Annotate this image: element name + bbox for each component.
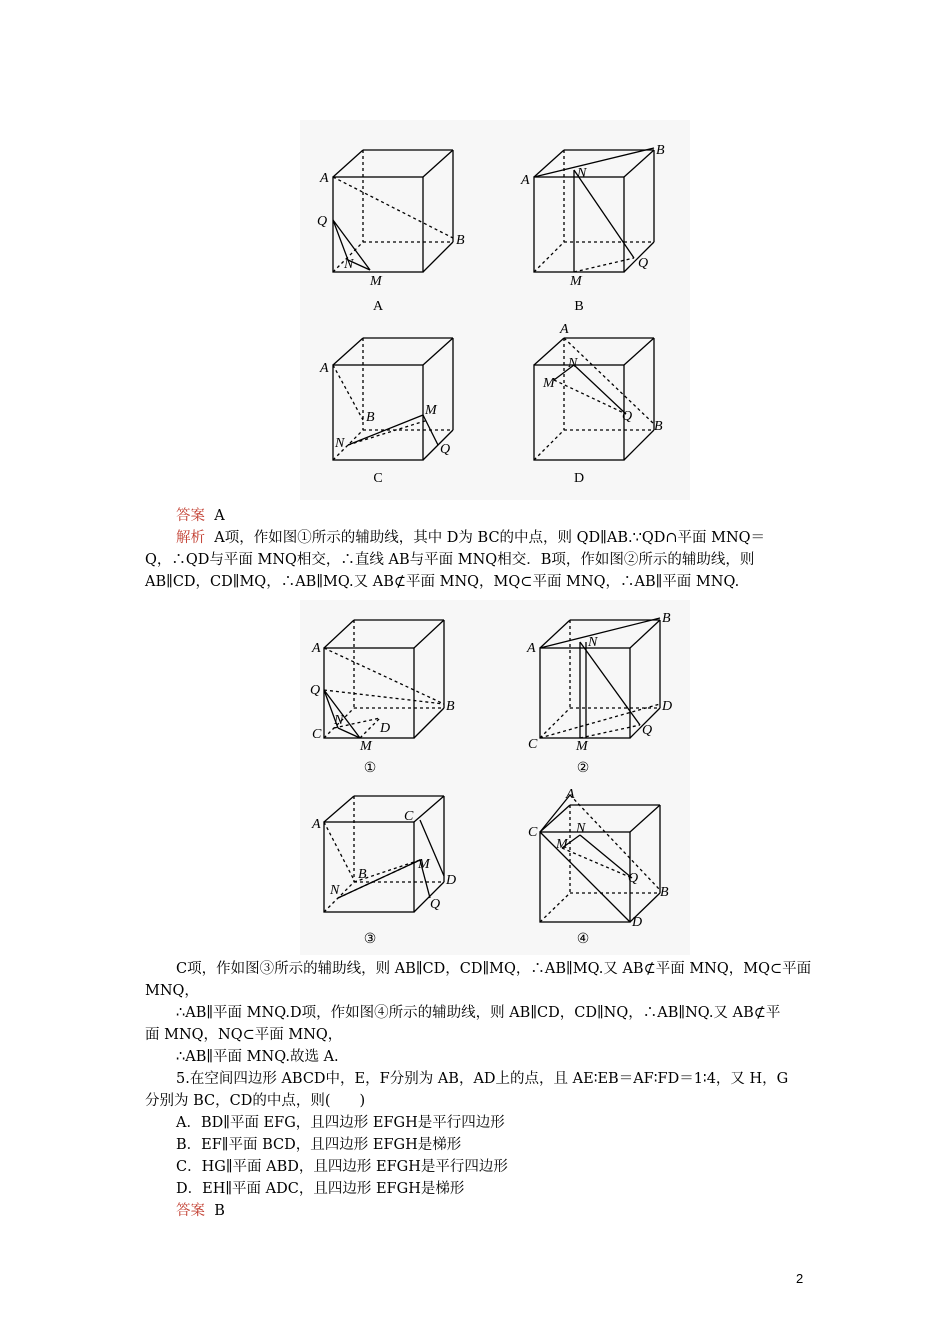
point-label: N <box>344 257 354 272</box>
point-label: A <box>527 641 536 656</box>
cube-a <box>333 150 453 272</box>
caption-c: C <box>373 471 383 486</box>
point-label: N <box>330 883 340 898</box>
point-label: B <box>366 410 375 425</box>
option-b: B．EF∥平面 BCD，且四边形 EFGH是梯形 <box>176 1137 462 1153</box>
analysis-line-2: Q，∴QD与平面 MNQ相交，∴直线 AB与平面 MNQ相交．B项，作如图②所示的辅助线，则 <box>145 552 755 568</box>
point-label: M <box>418 857 430 872</box>
point-label: M <box>543 376 555 391</box>
point-label: N <box>576 821 586 836</box>
point-label: Q <box>622 409 633 424</box>
point-label: A <box>320 361 329 376</box>
point-label: B <box>660 885 669 900</box>
option-d: D．EH∥平面 ADC，且四边形 EFGH是梯形 <box>176 1181 465 1197</box>
caption-1: ① <box>363 761 377 776</box>
caption-3: ③ <box>363 932 377 947</box>
point-label: A <box>566 787 575 802</box>
point-label: B <box>654 419 663 434</box>
point-label: B <box>662 611 671 626</box>
text-line-2: MNQ， <box>145 983 199 999</box>
point-label: N <box>568 356 578 371</box>
caption-4: ④ <box>576 932 590 947</box>
point-label: N <box>577 166 587 181</box>
label: A <box>320 171 329 186</box>
point-label: D <box>446 873 457 888</box>
point-label: Q <box>430 897 441 912</box>
question-5-stem-2: 分别为 BC，CD的中点，则( ) <box>145 1093 366 1109</box>
point-label: C <box>312 727 322 742</box>
cube-figures-mid <box>300 600 690 955</box>
point-label: B <box>446 699 455 714</box>
point-label: D <box>632 915 643 930</box>
point-label: C <box>528 737 538 752</box>
point-label: D <box>380 721 391 736</box>
figure-set-mid <box>300 600 690 955</box>
option-a: A．BD∥平面 EFG，且四边形 EFGH是平行四边形 <box>176 1115 505 1131</box>
point-label: Q <box>642 723 653 738</box>
point-label: M <box>425 403 437 418</box>
point-label: M <box>556 837 568 852</box>
point-label: A <box>560 322 569 337</box>
question-5-stem-1: 5.在空间四边形 ABCD中，E，F分别为 AB，AD上的点，且 AE∶EB＝AF∶FD＝1∶4，又 H，G <box>176 1071 789 1087</box>
caption-2: ② <box>576 761 590 776</box>
cube-2 <box>540 618 660 738</box>
caption-a: A <box>372 299 384 314</box>
point-label: Q <box>440 442 451 457</box>
point-label: Q <box>310 683 321 698</box>
point-label: Q <box>317 214 328 229</box>
figure-set-top <box>300 120 690 500</box>
point-label: Q <box>638 256 649 271</box>
analysis-line-3: AB∥CD，CD∥MQ，∴AB∥MQ.又 AB⊄平面 MNQ，MQ⊂平面 MNQ，∴AB∥平面 MNQ. <box>145 574 740 590</box>
point-label: A <box>312 641 321 656</box>
point-label: A <box>521 173 530 188</box>
point-label: N <box>588 635 598 650</box>
text-line-3: ∴AB∥平面 MNQ.D项，作如图④所示的辅助线，则 AB∥CD，CD∥NQ，∴AB∥NQ.又 AB⊄平 <box>176 1005 781 1021</box>
caption-b: B <box>574 299 584 314</box>
point-label: M <box>570 274 582 289</box>
cube-figures-top <box>300 120 690 500</box>
point-label: B <box>656 143 665 158</box>
point-label: M <box>576 739 588 754</box>
point-label: A <box>312 817 321 832</box>
cube-b <box>534 148 654 272</box>
point-label: D <box>662 699 673 714</box>
answer-1: 答案 A <box>176 508 225 524</box>
point-label: M <box>370 274 382 289</box>
point-label: C <box>528 825 538 840</box>
page-number: 2 <box>796 1271 804 1286</box>
point-label: N <box>335 436 345 451</box>
text-line-4: 面 MNQ，NQ⊂平面 MNQ， <box>145 1027 343 1043</box>
point-label: B <box>358 867 367 882</box>
point-label: Q <box>628 871 639 886</box>
point-label: M <box>360 739 372 754</box>
point-label: B <box>456 233 465 248</box>
point-label: N <box>334 713 344 728</box>
cube-c <box>333 338 453 460</box>
option-c: C．HG∥平面 ABD，且四边形 EFGH是平行四边形 <box>176 1159 508 1175</box>
analysis-line-1: 解析 A项，作如图①所示的辅助线，其中 D为 BC的中点，则 QD∥AB.∵QD∩平面 MNQ＝ <box>176 530 766 546</box>
cube-3 <box>324 796 444 912</box>
answer-5: 答案 B <box>176 1203 225 1219</box>
cube-d <box>534 338 654 460</box>
text-line-5: ∴AB∥平面 MNQ.故选 A. <box>176 1049 339 1065</box>
text-line-1: C项，作如图③所示的辅助线，则 AB∥CD，CD∥MQ，∴AB∥MQ.又 AB⊄平面 MNQ，MQ⊂平面 <box>176 961 812 977</box>
point-label: C <box>404 809 414 824</box>
cube-4 <box>540 795 660 922</box>
caption-d: D <box>573 471 585 486</box>
